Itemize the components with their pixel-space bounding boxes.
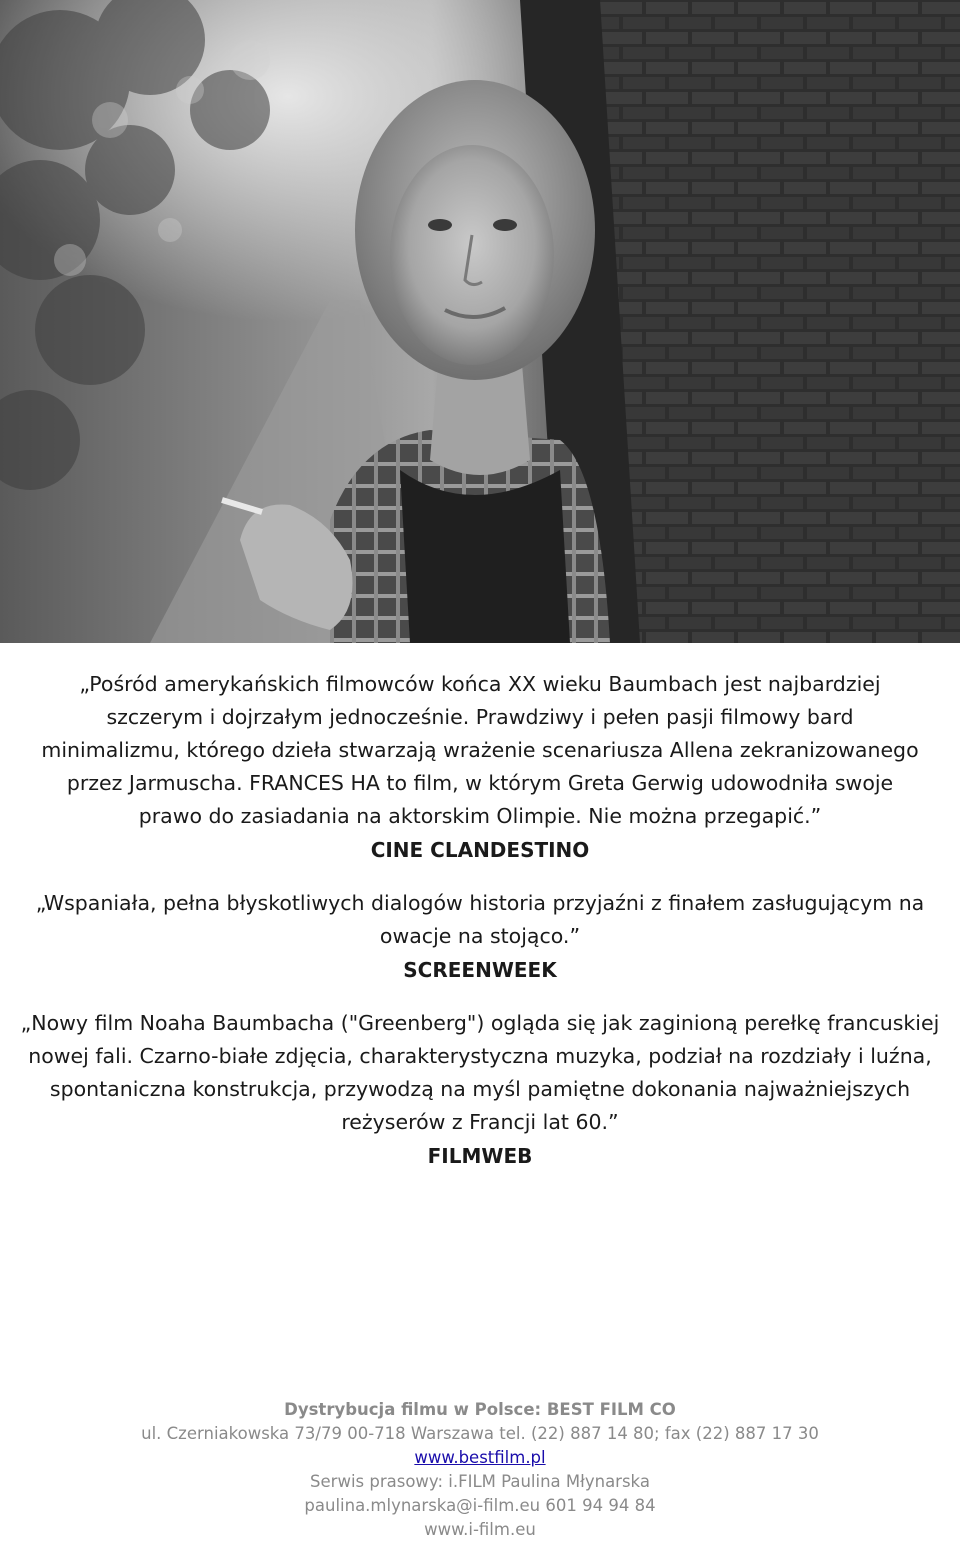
distribution-footer [0,1398,960,1542]
review-quote: „Pośród amerykańskich filmowców końca XX wieku Baumbach jest najbardziej szczerym i dojrzałym jednocześnie. Prawdziwy i pełen pasji filmowy bard minimalizmu, którego dzieła stwarzają wrażenie scenariusza Allena zekranizowanego przez Jarmuscha. FRANCES HA to film, w którym Greta Gerwig udowodniła swoje prawo do zasiadania na aktorskim Olimpie. Nie można przegapić.” [41,672,919,828]
distribution-line: Dystrybucja filmu w Polsce: BEST FILM CO [284,1400,676,1419]
film-still-photo [0,0,960,643]
review-quote: „Wspaniała, pełna błyskotliwych dialogów historia przyjaźni z finałem zasługującym na owacje na stojąco.” [35,891,925,948]
website-link[interactable]: www.bestfilm.pl [414,1448,546,1467]
review-source: CINE CLANDESTINO [370,838,590,862]
quotes-section [0,668,960,1173]
review-quote: „Nowy film Noaha Baumbacha ("Greenberg") ogląda się jak zaginioną perełkę francuskiej nowej fali. Czarno-białe zdjęcia, charakterystyczna muzyka, podział na rozdziały i luźna, spontaniczna konstrukcja, przywodzą na myśl pamiętne dokonania najważniejszych reżyserów z Francji lat 60.” [20,1011,940,1134]
press-service-line: Serwis prasowy: i.FILM Paulina Młynarska [310,1472,650,1491]
review-source: FILMWEB [427,1144,533,1168]
review-source: SCREENWEEK [403,958,557,982]
address-line: ul. Czerniakowska 73/79 00-718 Warszawa tel. (22) 887 14 80; fax (22) 887 17 30 [141,1424,819,1443]
press-website-link[interactable]: www.i-film.eu [424,1520,536,1539]
contact-line[interactable]: paulina.mlynarska@i-film.eu 601 94 94 84 [304,1496,656,1515]
